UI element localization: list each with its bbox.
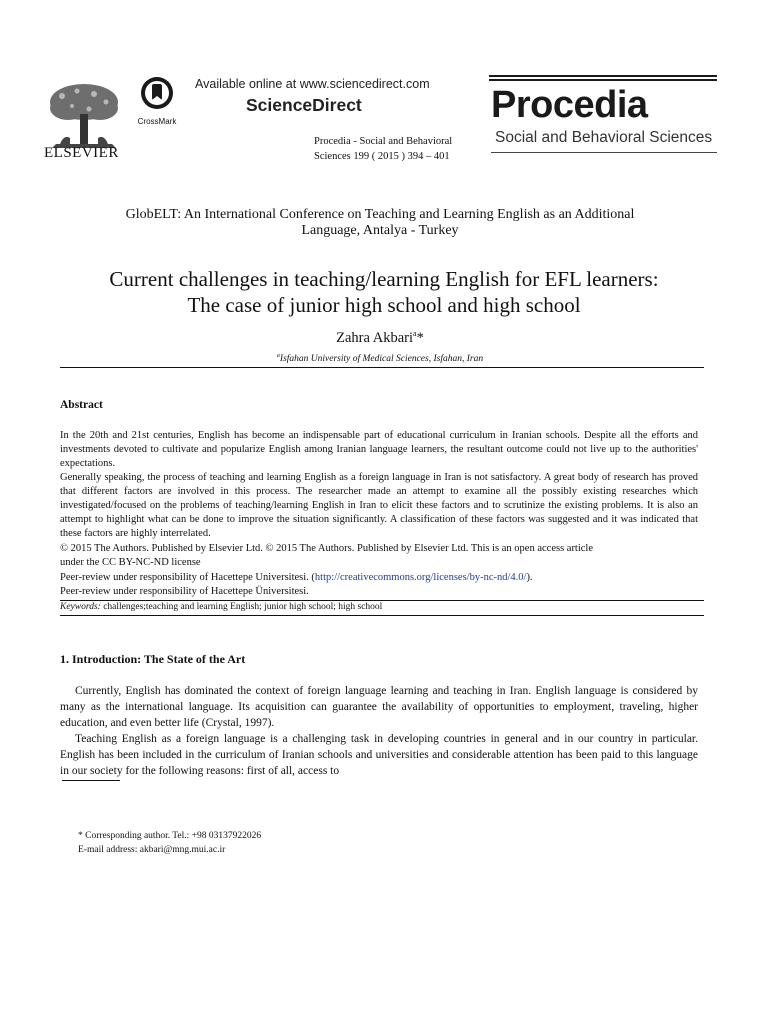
body-paragraph-2: Teaching English as a foreign language is a challenging task in developing countries in general and in our country in particular. English has been included in the curriculum of Iranian schools and universities and considerable attention has been paid to this language in our society for the following reasons: first of all, access to — [60, 733, 698, 777]
copyright-line2: under the CC BY-NC-ND license — [60, 557, 201, 568]
divider-keywords-top — [60, 600, 704, 601]
keywords-label: Keywords: — [60, 602, 101, 612]
peer-review-line2: Peer-review under responsibility of Hacettepe Üniversitesi. — [60, 586, 309, 597]
title-line2: The case of junior high school and high school — [187, 293, 581, 317]
journal-reference — [314, 134, 452, 164]
sciencedirect-title[interactable]: ScienceDirect — [246, 95, 362, 115]
abstract-paragraph-1: In the 20th and 21st centuries, English has become an indispensable part of educational curriculum in Iranian schools. Despite all the efforts and investments devoted to cultivate and popularize English among Iranian language learners, the resultant outcome could not live up to the authorities' expectations. — [60, 430, 698, 469]
journal-logo-top-rules — [489, 75, 717, 83]
conference-info — [60, 207, 700, 239]
license-link[interactable]: http://creativecommons.org/licenses/by-nc-nd/4.0/ — [314, 572, 527, 583]
peer-review-line1 — [60, 571, 533, 585]
divider-keywords-bottom — [60, 615, 704, 616]
crossmark-icon — [140, 76, 174, 110]
abstract-heading: Abstract — [60, 399, 103, 411]
author-name: Zahra Akbari — [336, 329, 414, 346]
conference-line2: Language, Antalya - Turkey — [301, 223, 459, 238]
journal-logo-title: Procedia — [491, 84, 648, 126]
peer-review-end: ). — [526, 572, 533, 583]
journal-ref-line2: Sciences 199 ( 2015 ) 394 – 401 — [314, 151, 450, 162]
body-paragraph-1: Currently, English has dominated the context of foreign language learning and teaching in Iran. English language is considered by many as the international language. Its acquisition can guarantee the availability of opportunities to employment, traveling, higher education, and even better life (Crystal, 1997). — [60, 685, 698, 729]
author — [60, 329, 700, 347]
abstract-paragraph-2: Generally speaking, the process of teaching and learning English as a foreign language in Iran is not satisfactory. A great body of research has proved that different factors are involved in this process. The researcher made an attempt to examine all the possibly existing researches which investigated/focused on the problems of teaching/learning English in Iran to elicit these factors and to scrutinize the existing problems. It is also an attempt to highlight what can be done to improve the situation significantly. A classification of these factors was suggested and it was indicated that these factors are highly interrelated. — [60, 472, 698, 539]
affiliation-sup: a — [276, 353, 280, 359]
author-affil-sup: a — [413, 329, 417, 338]
crossmark-badge[interactable] — [134, 76, 180, 126]
author-corresponding-mark: * — [416, 329, 424, 346]
affiliation — [60, 353, 700, 364]
keywords — [60, 602, 382, 612]
footnote-divider — [62, 780, 120, 781]
keywords-list: challenges;teaching and learning English; junior high school; high school — [100, 602, 383, 612]
publisher-name: ELSEVIER — [44, 145, 119, 161]
conference-line1: GlobELT: An International Conference on Teaching and Learning English as an Additional — [125, 207, 635, 222]
article-title — [40, 266, 728, 318]
divider-top — [60, 367, 704, 368]
journal-ref-line1: Procedia - Social and Behavioral — [314, 136, 453, 147]
crossmark-label: CrossMark — [137, 117, 177, 126]
affiliation-text: Isfahan University of Medical Sciences, Isfahan, Iran — [279, 354, 484, 365]
peer-review-text: Peer-review under responsibility of Hacettepe Universitesi. ( — [60, 572, 315, 583]
footnote-corresponding: * Corresponding author. Tel.: +98 03137922026 — [78, 831, 262, 841]
available-online-text: Available online at www.sciencedirect.com — [195, 77, 430, 91]
copyright-line1: © 2015 The Authors. Published by Elsevier Ltd. © 2015 The Authors. Published by Elsevier Ltd. This is an open access article — [60, 543, 594, 554]
journal-logo-bottom-rule — [491, 152, 717, 153]
footnote-email[interactable]: E-mail address: akbari@mng.mui.ac.ir — [78, 845, 226, 855]
journal-logo-subtitle: Social and Behavioral Sciences — [495, 129, 713, 146]
section-heading: 1. Introduction: The State of the Art — [60, 652, 246, 666]
title-line1: Current challenges in teaching/learning English for EFL learners: — [109, 267, 659, 291]
